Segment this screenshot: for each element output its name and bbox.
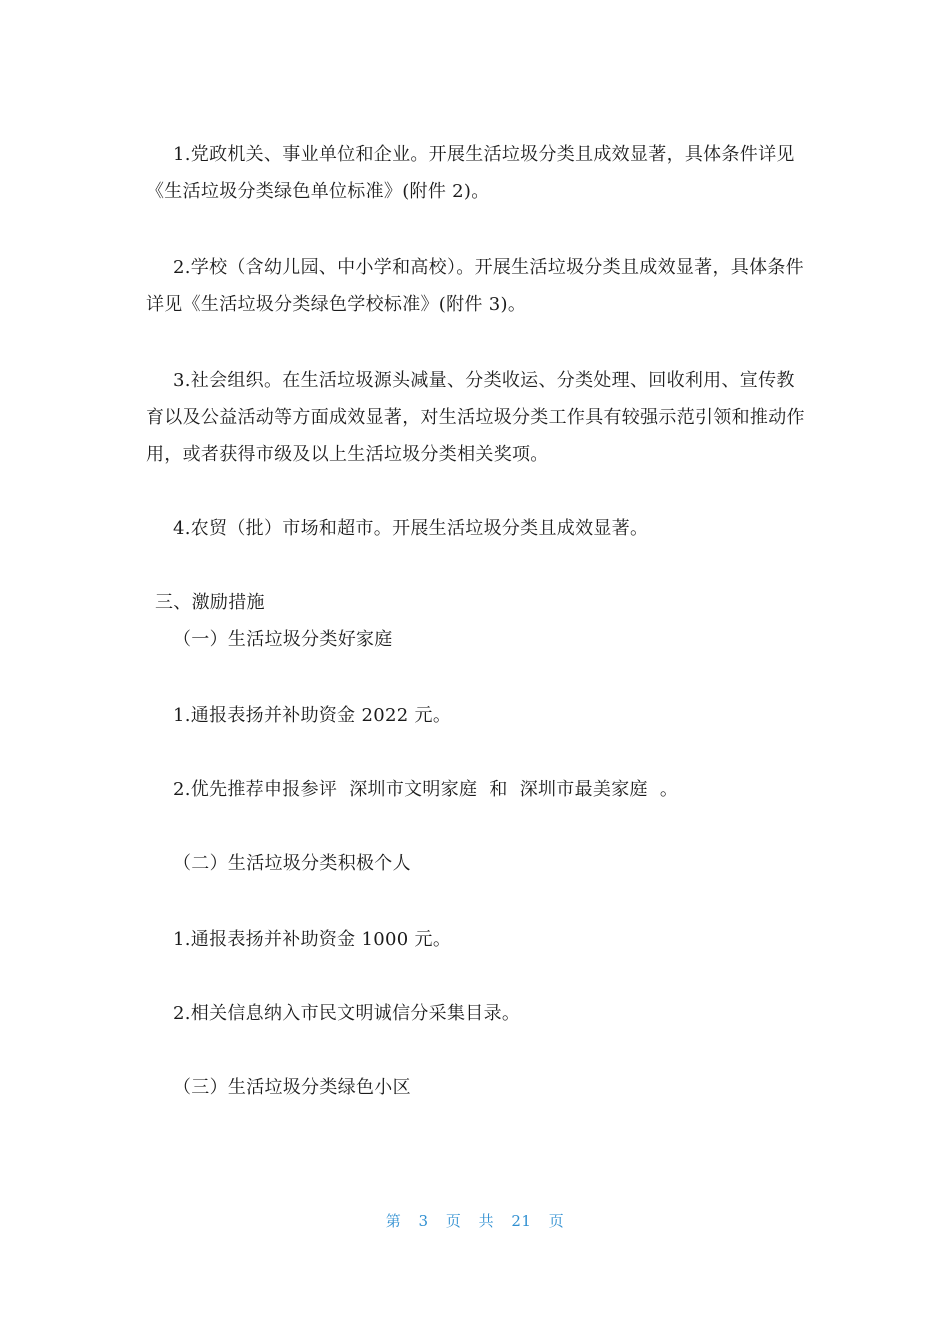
paragraph-item-2: 2.学校（含幼儿园、中小学和高校）。开展生活垃圾分类且成效显著，具体条件详见《生活垃圾分类绿色学校标准》(附件 3)。 xyxy=(146,257,804,315)
subsection-heading-good-family: （一）生活垃圾分类好家庭 xyxy=(173,629,393,650)
subsection-heading-green-community: （三）生活垃圾分类绿色小区 xyxy=(173,1077,411,1098)
paragraph-sub2-item-2: 2.相关信息纳入市民文明诚信分采集目录。 xyxy=(173,1003,521,1024)
section-heading-incentives: 三、激励措施 xyxy=(155,592,265,613)
paragraph-item-4: 4.农贸（批）市场和超市。开展生活垃圾分类且成效显著。 xyxy=(173,518,649,539)
paragraph-sub1-item-1: 1.通报表扬并补助资金 2022 元。 xyxy=(173,705,452,726)
page-number-footer: 第 3 页 共 21 页 xyxy=(385,1212,565,1230)
paragraph-item-3: 3.社会组织。在生活垃圾源头减量、分类收运、分类处理、回收利用、宣传教育以及公益活动等方面成效显著，对生活垃圾分类工作具有较强示范引领和推动作用，或者获得市级及以上生活垃圾分类相关奖项。 xyxy=(146,370,805,465)
subsection-heading-active-individual: （二）生活垃圾分类积极个人 xyxy=(173,853,411,874)
paragraph-item-1: 1.党政机关、事业单位和企业。开展生活垃圾分类且成效显著，具体条件详见《生活垃圾分类绿色单位标准》(附件 2)。 xyxy=(146,144,795,202)
paragraph-sub1-item-2: 2.优先推荐申报参评 深圳市文明家庭 和 深圳市最美家庭 。 xyxy=(173,779,679,800)
paragraph-sub2-item-1: 1.通报表扬并补助资金 1000 元。 xyxy=(173,929,452,950)
